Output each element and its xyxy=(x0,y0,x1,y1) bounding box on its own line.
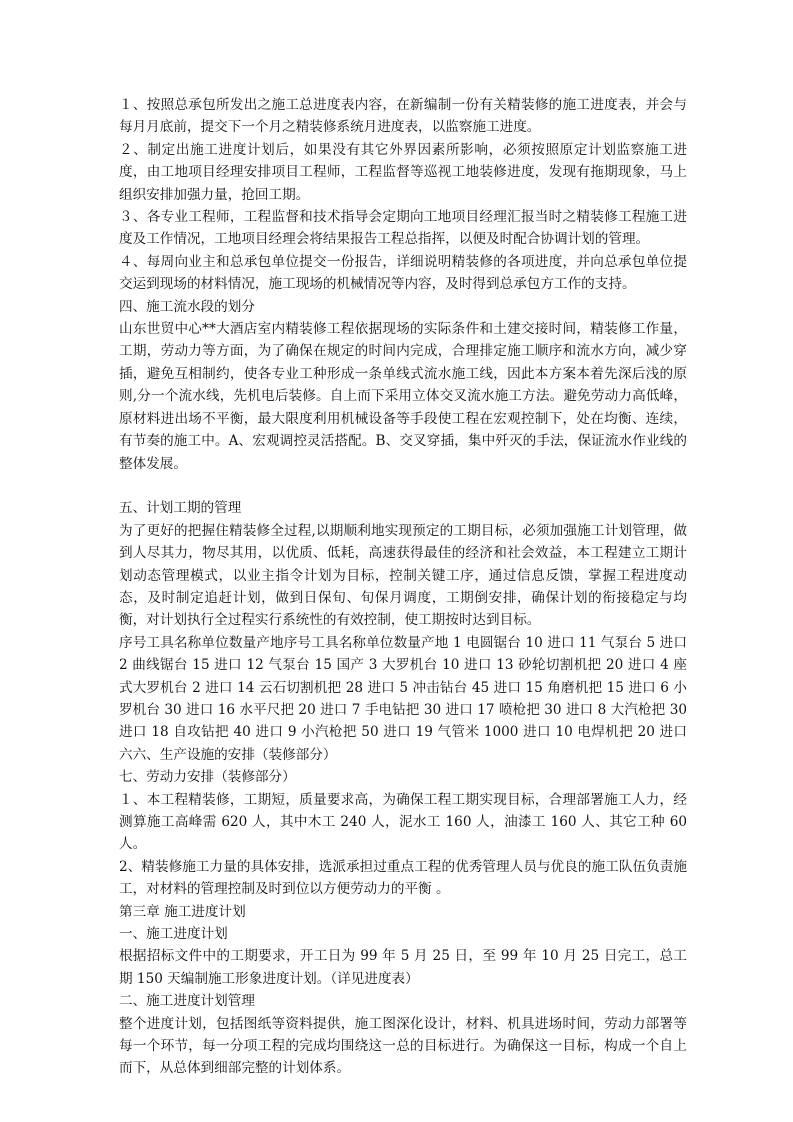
paragraph-schedule-management: 为了更好的把握住精装修全过程,以期顺利地实现预定的工期目标，必须加强施工计划管理，做到人尽其力，物尽其用，以优质、低耗，高速获得最佳的经济和社会效益，本工程建立工期计划动态管理模式，以业主指令计划为目标，控制关键工序，通过信息反馈，掌握工程进度动态，及时制定追赶计划，做到日保旬、旬保月调度，工期倒安排，确保计划的衔接稳定与均衡，对计划执行全过程实行系统性的有效控制，使工期按时达到目标。 xyxy=(119,522,687,629)
section-heading-4: 四、施工流水段的划分 xyxy=(119,298,255,315)
paragraph-flow-division: 山东世贸中心**大酒店室内精装修工程依据现场的实际条件和土建交接时间，精装修工作量，工期，劳动力等方面，为了确保在规定的时间内完成，合理排定施工顺序和流水方向，减少穿插，避免互相制约，使各专业工种形成一条单线式流水施工线，因此本方案本着先深后浅的原则,分一个流水线，先机电后装修。自上而下采用立体交叉流水施工方法。避免劳动力高低峰，原材料进出场不平衡，最大限度利用机械设备等手段使工程在宏观控制下，处在均衡、连续，有节奏的施工中。A、宏观调控灵活搭配。B、交叉穿插，集中歼灭的手法，保证流水作业线的整体发展。 xyxy=(119,321,687,472)
paragraph-tool-list: 序号工具名称单位数量产地序号工具名称单位数量产地 1 电圆锯台 10 进口 11 气泵台 5 进口 2 曲线锯台 15 进口 12 气泵台 15 国产 3 大罗机台 10 进口 13 砂轮切割机把 20 进口 4 座式大罗机台 2 进口 14 云石切割机把 28 进口 5 冲击钻台 45 进口 15 角磨机把 15 进口 6 小罗机台 30 进口 16 水平尺把 20 进口 7 手电钻把 30 进口 17 喷枪把 30 进口 8 大汽枪把 30 进口 18 自攻钻把 40 进口 9 小汽枪把 50 进口 19 气管米 1000 进口 10 电焊机把 20 进口六六、生产设施的安排（装修部分） xyxy=(119,634,687,763)
chapter-heading-3: 第三章 施工进度计划 xyxy=(119,903,246,920)
paragraph-duration: 根据招标文件中的工期要求，开工日为 99 年 5 月 25 日，至 99 年 10 月 25 日完工，总工期 150 天编制施工形象进度计划。（详见进度表） xyxy=(119,948,687,987)
paragraph-progress-1: １、按照总承包所发出之施工总进度表内容，在新编制一份有关精装修的施工进度表，并会与每月月底前，提交下一个月之精装修系统月进度表，以监察施工进度。 xyxy=(119,97,687,136)
blank-line xyxy=(119,475,687,497)
section-heading-7: 七、劳动力安排（装修部分） xyxy=(119,769,296,786)
paragraph-plan-system: 整个进度计划，包括图纸等资料提供，施工图深化设计，材料、机具进场时间，劳动力部署等每一个环节，每一分项工程的完成均围绕这一总的目标进行。为确保这一目标，构成一个自上而下，从总体到细部完整的计划体系。 xyxy=(119,1015,687,1077)
section-heading-5: 五、计划工期的管理 xyxy=(119,500,242,517)
paragraph-progress-4: ４、每周向业主和总承包单位提交一份报告，详细说明精装修的各项进度，并向总承包单位提交运到现场的材料情况，施工现场的机械情况等内容，及时得到总承包方工作的支持。 xyxy=(119,253,687,293)
subheading-progress-plan: 一、施工进度计划 xyxy=(119,926,228,943)
subheading-plan-management: 二、施工进度计划管理 xyxy=(119,993,255,1010)
paragraph-progress-2: ２、制定出施工进度计划后，如果没有其它外界因素所影响，必须按照原定计划监察施工进度，由工地项目经理安排项目工程师，工程监督等巡视工地装修进度，发现有拖期现象，马上组织安排加强力量，抢回工期。 xyxy=(119,141,687,203)
paragraph-labor-1: １、本工程精装修，工期短，质量要求高，为确保工程工期实现目标，合理部署施工人力，经测算施工高峰需 620 人，其中木工 240 人，泥水工 160 人，油漆工 160 人、其它工种 60 人。 xyxy=(119,791,687,853)
paragraph-labor-2: 2、精装修施工力量的具体安排，选派承担过重点工程的优秀管理人员与优良的施工队伍负责施工，对材料的管理控制及时到位以方便劳动力的平衡 。 xyxy=(119,858,687,898)
document-body xyxy=(119,94,687,1080)
paragraph-progress-3: ３、各专业工程师，工程监督和技术指导会定期向工地项目经理汇报当时之精装修工程施工进度及工作情况，工地项目经理会将结果报告工程总指挥，以便及时配合协调计划的管理。 xyxy=(119,209,687,248)
